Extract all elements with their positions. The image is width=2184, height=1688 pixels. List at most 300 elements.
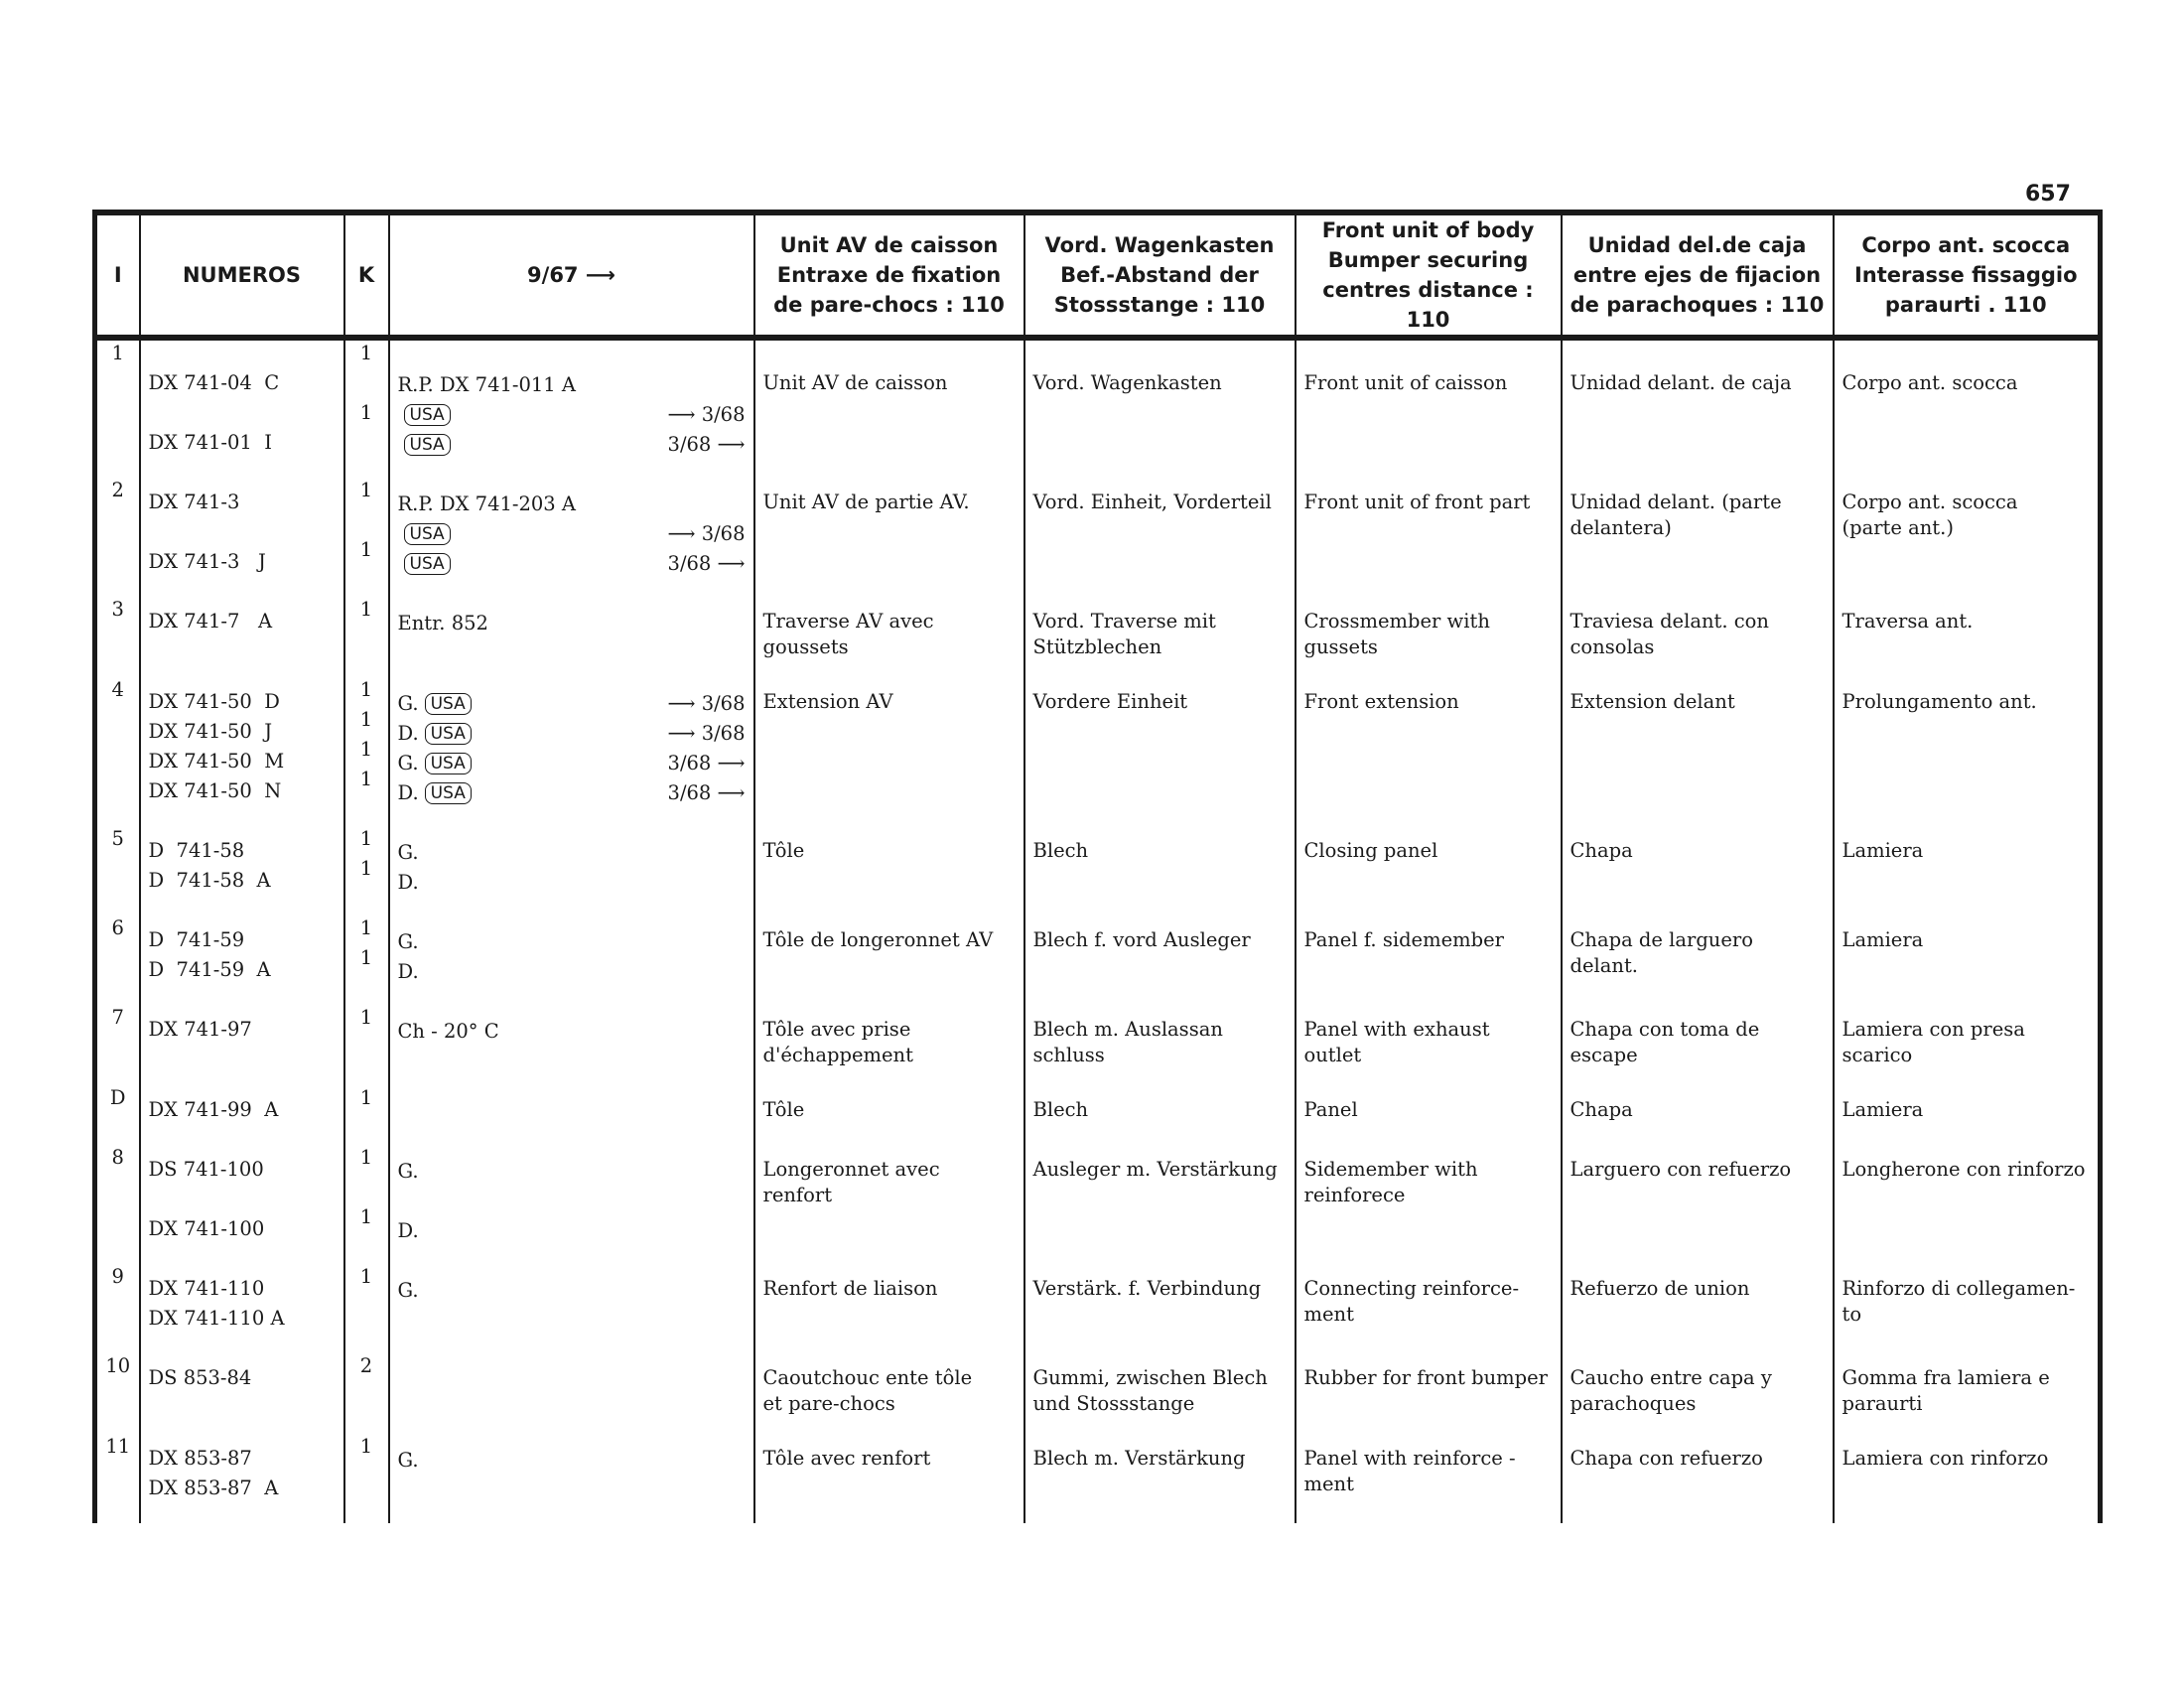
english-description-cell <box>1296 1353 1562 1434</box>
remark-line <box>398 1017 746 1047</box>
english-description: Panel <box>1303 1098 1358 1121</box>
remark-line <box>398 400 746 430</box>
part-number: DX 741-99 A <box>148 1098 279 1121</box>
quantity-cell <box>344 1353 389 1434</box>
english-description: Closing panel <box>1303 839 1438 862</box>
french-description: Unit AV de partie AV. <box>762 491 970 513</box>
effectivity-date: 3/68 ⟶ <box>667 552 746 576</box>
usa-badge: USA <box>425 753 472 774</box>
quantity-cell <box>344 915 389 1005</box>
usa-badge: USA <box>425 782 472 804</box>
spanish-description: Chapa con refuerzo <box>1570 1447 1763 1470</box>
spanish-description-cell <box>1562 1005 1834 1085</box>
usa-badge: USA <box>404 523 451 545</box>
quantity: 1 <box>359 538 373 561</box>
table-row <box>95 1005 2101 1085</box>
header-italian-line: Interasse fissaggio <box>1853 263 2078 287</box>
remark-text: G. <box>397 930 419 954</box>
parts-table <box>92 210 2103 1523</box>
part-numbers-cell <box>140 915 344 1005</box>
remark-text: G. <box>397 841 419 865</box>
english-description-cell <box>1296 1005 1562 1085</box>
french-description: Longeronnet avec renfort <box>762 1158 940 1206</box>
remark-text: G. <box>397 1160 419 1184</box>
english-description: Panel f. sidemember <box>1303 928 1504 951</box>
italian-description-cell <box>1834 478 2101 597</box>
quantity-cell <box>344 597 389 677</box>
italian-description-cell <box>1834 338 2101 478</box>
header-numbers: NUMEROS <box>140 212 344 338</box>
spanish-description-cell <box>1562 1085 1834 1145</box>
italian-description: Lamiera con presa scarico <box>1842 1018 2025 1066</box>
header-german-line: Stossstange : 110 <box>1053 293 1266 317</box>
item-cell <box>95 1145 140 1264</box>
german-description: Blech m. Verstärkung <box>1032 1447 1246 1470</box>
remark-line <box>398 868 746 898</box>
effectivity-date: 3/68 ⟶ <box>667 433 746 457</box>
part-number: DS 741-100 <box>148 1158 264 1181</box>
english-description-cell <box>1296 1145 1562 1264</box>
quantity: 1 <box>359 738 373 761</box>
spanish-description-cell <box>1562 1353 1834 1434</box>
usa-badge: USA <box>425 693 472 715</box>
remark-text: G. <box>397 752 419 775</box>
remark-line <box>398 1097 746 1127</box>
quantity-cell <box>344 1434 389 1523</box>
header-row <box>95 212 2101 338</box>
part-numbers-cell <box>140 1005 344 1085</box>
remark-line <box>398 1157 746 1187</box>
item-cell <box>95 1353 140 1434</box>
italian-description-cell <box>1834 1145 2101 1264</box>
table-row <box>95 597 2101 677</box>
french-description-cell <box>754 826 1024 915</box>
italian-description-cell <box>1834 597 2101 677</box>
item-cell <box>95 915 140 1005</box>
english-description: Front unit of front part <box>1303 491 1531 513</box>
italian-description-cell <box>1834 1005 2101 1085</box>
german-description-cell <box>1024 1434 1296 1523</box>
quantity <box>345 1464 388 1493</box>
header-spanish-line: de parachoques : 110 <box>1570 293 1825 317</box>
remark-left <box>398 1019 499 1045</box>
quantity: 1 <box>359 1265 373 1288</box>
remark-line <box>398 519 746 549</box>
spanish-description-cell <box>1562 915 1834 1005</box>
english-description: Crossmember with gussets <box>1303 610 1490 658</box>
part-number: D 741-58 <box>148 839 245 862</box>
part-number: DX 741-50 N <box>148 779 282 802</box>
italian-description: Corpo ant. scocca (parte ant.) <box>1842 491 2018 539</box>
usa-badge: USA <box>404 434 451 456</box>
part-number: DX 741-01 I <box>148 431 272 454</box>
item-cell <box>95 478 140 597</box>
header-english-line: Bumper securing <box>1327 248 1529 272</box>
table-row <box>95 1085 2101 1145</box>
spanish-description: Unidad delant. de caja <box>1570 371 1792 394</box>
effectivity-date: ⟶ 3/68 <box>667 722 746 746</box>
english-description: Front extension <box>1303 690 1459 713</box>
french-description: Tôle avec renfort <box>762 1447 931 1470</box>
remark-text: Entr. 852 <box>397 612 488 635</box>
english-description-cell <box>1296 677 1562 826</box>
part-numbers-cell <box>140 597 344 677</box>
german-description-cell <box>1024 677 1296 826</box>
french-description-cell <box>754 677 1024 826</box>
remark-left <box>398 751 472 776</box>
remarks-cell <box>389 677 754 826</box>
english-description-cell <box>1296 915 1562 1005</box>
english-description-cell <box>1296 338 1562 478</box>
spanish-description: Extension delant <box>1570 690 1735 713</box>
part-number <box>149 519 336 549</box>
effectivity-date: ⟶ 3/68 <box>667 403 746 427</box>
english-description-cell <box>1296 597 1562 677</box>
remark-line <box>398 1446 746 1476</box>
english-description-cell <box>1296 1085 1562 1145</box>
header-italian-line: paraurti . 110 <box>1884 293 2047 317</box>
remark-line <box>398 1276 746 1306</box>
part-number: DS 853-84 <box>148 1366 252 1389</box>
header-italian-line: Corpo ant. scocca <box>1861 233 2071 257</box>
table-row <box>95 1264 2101 1353</box>
header-spanish <box>1562 212 1834 338</box>
remarks-cell <box>389 1005 754 1085</box>
part-number: DX 741-3 J <box>148 550 266 573</box>
effectivity-date: 3/68 ⟶ <box>667 781 746 805</box>
german-description: Vord. Wagenkasten <box>1032 371 1222 394</box>
english-description-cell <box>1296 1264 1562 1353</box>
spanish-description: Chapa de larguero delant. <box>1570 928 1760 977</box>
remark-text: G. <box>397 1449 419 1473</box>
spanish-description-cell <box>1562 826 1834 915</box>
quantity: 1 <box>359 946 373 969</box>
italian-description-cell <box>1834 826 2101 915</box>
quantity: 1 <box>359 1006 373 1029</box>
part-number: DX 741-3 <box>148 491 240 513</box>
quantity-cell <box>344 338 389 478</box>
quantity: 1 <box>359 479 373 501</box>
table-row <box>95 478 2101 597</box>
part-number: DX 741-50 M <box>148 750 285 773</box>
remark-line <box>398 609 746 638</box>
remark-text: Ch - 20° C <box>397 1020 499 1044</box>
french-description-cell <box>754 1005 1024 1085</box>
part-numbers-cell <box>140 1353 344 1434</box>
spanish-description-cell <box>1562 1264 1834 1353</box>
italian-description: Corpo ant. scocca <box>1842 371 2018 394</box>
english-description-cell <box>1296 826 1562 915</box>
remarks-cell <box>389 1085 754 1145</box>
item-cell <box>95 338 140 478</box>
quantity: 1 <box>359 916 373 939</box>
french-description: Tôle <box>762 1098 805 1121</box>
effectivity-date: ⟶ 3/68 <box>667 692 746 716</box>
part-numbers-cell <box>140 826 344 915</box>
header-italian <box>1834 212 2101 338</box>
german-description-cell <box>1024 1264 1296 1353</box>
french-description: Caoutchouc ente tôle et pare-chocs <box>762 1366 973 1415</box>
part-number: DX 853-87 <box>148 1447 252 1470</box>
part-number: DX 741-97 <box>148 1018 252 1041</box>
remarks-cell <box>389 915 754 1005</box>
german-description: Vord. Einheit, Vorderteil <box>1032 491 1272 513</box>
spanish-description: Chapa con toma de escape <box>1570 1018 1760 1066</box>
part-numbers-cell <box>140 478 344 597</box>
header-french-line: de pare-chocs : 110 <box>773 293 1005 317</box>
italian-description: Lamiera <box>1842 928 1924 951</box>
remark-text: D. <box>397 871 419 895</box>
quantity-cell <box>344 826 389 915</box>
italian-description-cell <box>1834 1085 2101 1145</box>
header-spanish-line: Unidad del.de caja <box>1587 233 1807 257</box>
remark-text: G. <box>397 692 419 716</box>
spanish-description: Refuerzo de union <box>1570 1277 1750 1300</box>
table-row <box>95 915 2101 1005</box>
item-number: 2 <box>111 479 124 501</box>
usa-badge: USA <box>425 723 472 745</box>
german-description: Vordere Einheit <box>1032 690 1188 713</box>
usa-badge: USA <box>404 553 451 575</box>
remark-line <box>398 1476 746 1505</box>
part-number: D 741-58 A <box>148 869 271 892</box>
table-row <box>95 677 2101 826</box>
remark-left <box>398 372 576 398</box>
remark-line <box>398 719 746 749</box>
item-number: 10 <box>105 1354 131 1377</box>
quantity: 1 <box>359 1086 373 1109</box>
remark-line <box>398 778 746 808</box>
italian-description-cell <box>1834 915 2101 1005</box>
quantity: 1 <box>359 401 373 424</box>
remark-left <box>398 691 472 717</box>
item-cell <box>95 597 140 677</box>
quantity: 1 <box>359 1435 373 1458</box>
german-description: Gummi, zwischen Blech und Stossstange <box>1032 1366 1268 1415</box>
part-number: D 741-59 A <box>148 958 271 981</box>
header-french <box>754 212 1024 338</box>
spanish-description-cell <box>1562 478 1834 597</box>
quantity <box>345 370 388 400</box>
quantity-cell <box>344 1005 389 1085</box>
remark-line <box>398 1187 746 1216</box>
italian-description: Rinforzo di collegamen- to <box>1842 1277 2076 1326</box>
english-description: Connecting reinforce- ment <box>1303 1277 1520 1326</box>
header-english-line: Front unit of body <box>1321 218 1535 242</box>
remark-left <box>398 959 419 985</box>
quantity: 2 <box>359 1354 373 1377</box>
remark-left <box>398 404 451 426</box>
remark-line <box>398 1365 746 1395</box>
item-cell <box>95 1085 140 1145</box>
spanish-description: Larguero con refuerzo <box>1570 1158 1792 1181</box>
german-description: Blech m. Auslassan schluss <box>1032 1018 1223 1066</box>
remark-text: D. <box>397 1219 419 1243</box>
part-number: DX 741-04 C <box>148 371 280 394</box>
header-german-line: Bef.-Abstand der <box>1060 263 1259 287</box>
german-description-cell <box>1024 1005 1296 1085</box>
italian-description-cell <box>1834 1353 2101 1434</box>
spanish-description: Chapa <box>1570 1098 1633 1121</box>
remark-line <box>398 689 746 719</box>
quantity-cell <box>344 478 389 597</box>
item-cell <box>95 1264 140 1353</box>
quantity: 1 <box>359 678 373 701</box>
quantity: 1 <box>359 1146 373 1169</box>
part-numbers-cell <box>140 338 344 478</box>
remark-left <box>398 492 576 517</box>
english-description: Front unit of caisson <box>1303 371 1508 394</box>
remark-left <box>398 1218 419 1244</box>
part-numbers-cell <box>140 677 344 826</box>
german-description-cell <box>1024 1353 1296 1434</box>
table-row <box>95 338 2101 478</box>
spanish-description: Unidad delant. (parte delantera) <box>1570 491 1782 539</box>
french-description: Tôle de longeronnet AV <box>762 928 994 951</box>
item-number: 7 <box>111 1006 124 1029</box>
quantity: 1 <box>359 827 373 850</box>
french-description-cell <box>754 338 1024 478</box>
french-description: Renfort de liaison <box>762 1277 938 1300</box>
remarks-cell <box>389 1434 754 1523</box>
spanish-description-cell <box>1562 338 1834 478</box>
german-description: Vord. Traverse mit Stützblechen <box>1032 610 1216 658</box>
remark-left <box>398 611 488 636</box>
english-description: Rubber for front bumper <box>1303 1366 1548 1389</box>
header-french-line: Entraxe de fixation <box>776 263 1002 287</box>
part-number: DX 741-50 D <box>148 690 280 713</box>
remark-left <box>398 434 451 456</box>
effectivity-date: 3/68 ⟶ <box>667 752 746 775</box>
german-description-cell <box>1024 1145 1296 1264</box>
remark-line <box>398 430 746 460</box>
remark-left <box>398 780 472 806</box>
quantity-cell <box>344 1264 389 1353</box>
part-numbers-cell <box>140 1434 344 1523</box>
italian-description: Prolungamento ant. <box>1842 690 2037 713</box>
german-description: Blech <box>1032 839 1089 862</box>
english-description: Panel with reinforce - ment <box>1303 1447 1516 1495</box>
item-cell <box>95 677 140 826</box>
remark-line <box>398 957 746 987</box>
table-row <box>95 1353 2101 1434</box>
remarks-cell <box>389 1353 754 1434</box>
quantity: 1 <box>359 857 373 880</box>
remark-line <box>398 490 746 519</box>
part-number: DX 741-50 J <box>148 720 273 743</box>
header-english <box>1296 212 1562 338</box>
quantity: 1 <box>359 768 373 790</box>
french-description-cell <box>754 478 1024 597</box>
item-number: 11 <box>105 1435 131 1458</box>
remark-left <box>398 523 451 545</box>
table-row <box>95 1434 2101 1523</box>
remark-text: R.P. DX 741-203 A <box>397 492 576 516</box>
french-description-cell <box>754 1145 1024 1264</box>
remark-line <box>398 927 746 957</box>
part-number: DX 741-110 <box>148 1277 265 1300</box>
english-description-cell <box>1296 478 1562 597</box>
remark-left <box>398 1159 419 1185</box>
german-description: Verstärk. f. Verbindung <box>1032 1277 1262 1300</box>
quantity-cell <box>344 1145 389 1264</box>
remarks-cell <box>389 597 754 677</box>
part-number: DX 741-7 A <box>148 610 273 633</box>
item-number: 4 <box>111 678 124 701</box>
part-number <box>149 1187 336 1216</box>
spanish-description: Chapa <box>1570 839 1633 862</box>
remark-text: R.P. DX 741-011 A <box>397 373 576 397</box>
quantity: 1 <box>359 1205 373 1228</box>
part-numbers-cell <box>140 1085 344 1145</box>
remark-left <box>398 1448 419 1474</box>
english-description: Sidemember with reinforece <box>1303 1158 1478 1206</box>
french-description-cell <box>754 915 1024 1005</box>
french-description: Traverse AV avec goussets <box>762 610 934 658</box>
header-remarks: 9/67 ⟶ <box>389 212 754 338</box>
quantity: 1 <box>359 342 373 364</box>
remarks-cell <box>389 1145 754 1264</box>
german-description-cell <box>1024 478 1296 597</box>
effectivity-date: ⟶ 3/68 <box>667 522 746 546</box>
spanish-description: Traviesa delant. con consolas <box>1570 610 1769 658</box>
italian-description-cell <box>1834 677 2101 826</box>
table-row <box>95 1145 2101 1264</box>
remark-line <box>398 1216 746 1246</box>
remark-line <box>398 749 746 778</box>
italian-description: Lamiera con rinforzo <box>1842 1447 2049 1470</box>
remark-left <box>398 929 419 955</box>
german-description: Blech <box>1032 1098 1089 1121</box>
quantity: 1 <box>359 708 373 731</box>
header-english-line: centres distance : 110 <box>1322 278 1534 332</box>
remark-left <box>398 721 472 747</box>
remark-left <box>398 1278 419 1304</box>
italian-description: Longherone con rinforzo <box>1842 1158 2086 1181</box>
spanish-description-cell <box>1562 677 1834 826</box>
spanish-description: Caucho entre capa y parachoques <box>1570 1366 1772 1415</box>
italian-description: Traversa ant. <box>1842 610 1974 633</box>
quantity <box>345 1175 388 1204</box>
quantity <box>345 1294 388 1324</box>
table-row <box>95 826 2101 915</box>
spanish-description-cell <box>1562 597 1834 677</box>
italian-description: Lamiera <box>1842 1098 1924 1121</box>
item-number: 9 <box>111 1265 124 1288</box>
item-cell <box>95 1005 140 1085</box>
item-cell <box>95 1434 140 1523</box>
part-numbers-cell <box>140 1145 344 1264</box>
german-description-cell <box>1024 338 1296 478</box>
remarks-cell <box>389 338 754 478</box>
german-description-cell <box>1024 826 1296 915</box>
part-number <box>149 400 336 430</box>
french-description-cell <box>754 597 1024 677</box>
french-description-cell <box>754 1085 1024 1145</box>
quantity <box>345 507 388 537</box>
header-german <box>1024 212 1296 338</box>
remark-line <box>398 370 746 400</box>
item-cell <box>95 826 140 915</box>
usa-badge: USA <box>404 404 451 426</box>
page-number: 657 <box>2025 182 2071 207</box>
italian-description-cell <box>1834 1264 2101 1353</box>
remark-line <box>398 838 746 868</box>
part-number: DX 853-87 A <box>148 1477 279 1499</box>
italian-description: Gomma fra lamiera e paraurti <box>1842 1366 2050 1415</box>
remark-text: D. <box>397 722 419 746</box>
item-number: D <box>109 1086 126 1109</box>
